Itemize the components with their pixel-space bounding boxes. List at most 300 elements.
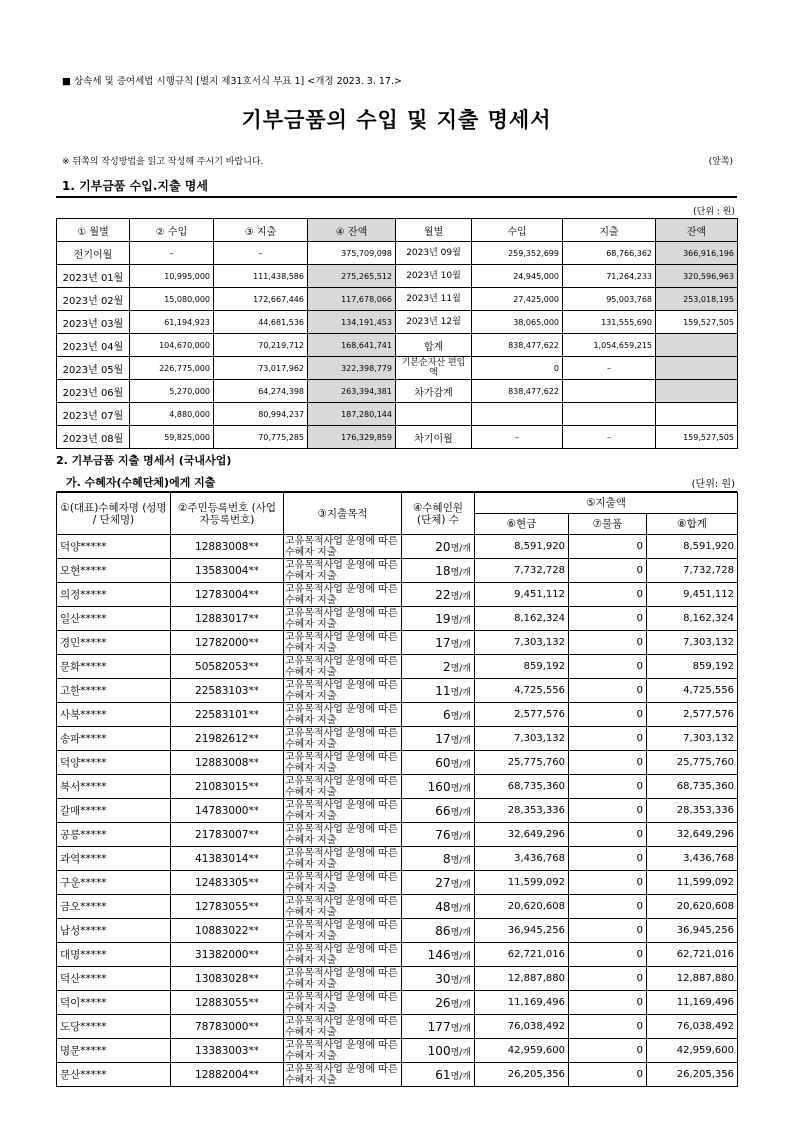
table-row [57, 1015, 738, 1039]
header-goods: ⑦물품 [569, 514, 647, 535]
count-value: 66 [435, 803, 451, 818]
cash-cell: 32,649,296 [475, 823, 569, 847]
column-header: 월별 [396, 219, 472, 242]
expense-cell: – [214, 242, 308, 265]
table-row [57, 823, 738, 847]
month-cell: 2023년 11월 [396, 288, 472, 311]
count-cell [402, 1015, 475, 1039]
goods-cell: 0 [569, 559, 647, 583]
purpose-cell: 고유목적사업 운영에 따른 수혜자 지출 [284, 967, 402, 991]
purpose-cell: 고유목적사업 운영에 따른 수혜자 지출 [284, 607, 402, 631]
month-cell: 차기이월 [396, 426, 472, 449]
count-value: 177 [427, 1019, 451, 1034]
balance-cell: 187,280,144 [308, 403, 396, 426]
document-title: 기부금품의 수입 및 지출 명세서 [241, 108, 552, 132]
cash-cell: 8,162,324 [475, 607, 569, 631]
table-row [57, 559, 738, 583]
goods-cell: 0 [569, 871, 647, 895]
balance-cell: 263,394,381 [308, 380, 396, 403]
goods-cell: 0 [569, 775, 647, 799]
cash-cell: 68,735,360 [475, 775, 569, 799]
income-cell: 24,945,000 [472, 265, 563, 288]
balance-cell [656, 380, 738, 403]
registration-number-cell: 10883022** [171, 919, 284, 943]
month-cell: 2023년 06월 [57, 380, 130, 403]
count-cell [402, 823, 475, 847]
month-cell: 2023년 04월 [57, 334, 130, 357]
income-cell: 59,825,000 [130, 426, 214, 449]
count-unit: 명/개 [450, 639, 471, 650]
count-unit: 명/개 [450, 783, 471, 794]
beneficiary-name-cell: 과역***** [57, 847, 171, 871]
expense-cell: 64,274,398 [214, 380, 308, 403]
count-value: 30 [435, 971, 451, 986]
total-cell: 7,303,132 [647, 631, 738, 655]
income-cell: 10,995,000 [130, 265, 214, 288]
count-unit: 명/개 [450, 663, 471, 674]
count-cell [402, 703, 475, 727]
balance-cell: 253,018,195 [656, 288, 738, 311]
balance-cell: 375,709,098 [308, 242, 396, 265]
total-cell: 42,959,600 [647, 1039, 738, 1063]
count-unit: 명/개 [450, 807, 471, 818]
income-cell: 38,065,000 [472, 311, 563, 334]
registration-number-cell: 12783055** [171, 895, 284, 919]
registration-number-cell: 12782000** [171, 631, 284, 655]
count-value: 60 [435, 755, 451, 770]
total-cell: 62,721,016 [647, 943, 738, 967]
registration-number-cell: 41383014** [171, 847, 284, 871]
count-cell [402, 583, 475, 607]
total-cell: 36,945,256 [647, 919, 738, 943]
goods-cell: 0 [569, 1039, 647, 1063]
count-cell [402, 727, 475, 751]
count-unit: 명/개 [450, 711, 471, 722]
total-cell: 8,591,920 [647, 535, 738, 559]
purpose-cell: 고유목적사업 운영에 따른 수혜자 지출 [284, 919, 402, 943]
total-cell: 25,775,760 [647, 751, 738, 775]
registration-number-cell: 50582053** [171, 655, 284, 679]
registration-number-cell: 31382000** [171, 943, 284, 967]
table-row [57, 919, 738, 943]
section2-subtitle: 가. 수혜자(수혜단체)에게 지출 [66, 476, 216, 489]
month-cell: 2023년 02월 [57, 288, 130, 311]
count-unit: 명/개 [450, 543, 471, 554]
goods-cell: 0 [569, 655, 647, 679]
count-cell [402, 871, 475, 895]
count-unit: 명/개 [450, 903, 471, 914]
expense-cell: 1,054,659,215 [563, 334, 656, 357]
month-cell: 2023년 10월 [396, 265, 472, 288]
count-unit: 명/개 [450, 735, 471, 746]
purpose-cell: 고유목적사업 운영에 따른 수혜자 지출 [284, 583, 402, 607]
count-cell [402, 535, 475, 559]
registration-number-cell: 12882004** [171, 1063, 284, 1087]
column-header: 지출 [563, 219, 656, 242]
purpose-cell: 고유목적사업 운영에 따른 수혜자 지출 [284, 727, 402, 751]
count-unit: 명/개 [450, 759, 471, 770]
balance-cell: 275,265,512 [308, 265, 396, 288]
goods-cell: 0 [569, 751, 647, 775]
table-header-row [57, 493, 738, 514]
count-cell [402, 679, 475, 703]
purpose-cell: 고유목적사업 운영에 따른 수혜자 지출 [284, 775, 402, 799]
cash-cell: 8,591,920 [475, 535, 569, 559]
purpose-cell: 고유목적사업 운영에 따른 수혜자 지출 [284, 703, 402, 727]
beneficiary-name-cell: 경민***** [57, 631, 171, 655]
income-cell: 104,670,000 [130, 334, 214, 357]
table-row [57, 727, 738, 751]
purpose-cell: 고유목적사업 운영에 따른 수혜자 지출 [284, 871, 402, 895]
month-cell [396, 403, 472, 426]
purpose-cell: 고유목적사업 운영에 따른 수혜자 지출 [284, 895, 402, 919]
balance-cell: 117,678,066 [308, 288, 396, 311]
expense-cell: 70,219,712 [214, 334, 308, 357]
count-unit: 명/개 [450, 999, 471, 1010]
income-cell: 4,880,000 [130, 403, 214, 426]
table-row [57, 1039, 738, 1063]
count-cell [402, 799, 475, 823]
beneficiary-name-cell: 북서***** [57, 775, 171, 799]
goods-cell: 0 [569, 847, 647, 871]
beneficiary-name-cell: 명문***** [57, 1039, 171, 1063]
beneficiary-name-cell: 남성***** [57, 919, 171, 943]
income-cell: – [472, 426, 563, 449]
balance-cell [656, 334, 738, 357]
beneficiary-name-cell: 도당***** [57, 1015, 171, 1039]
goods-cell: 0 [569, 703, 647, 727]
expense-cell [563, 380, 656, 403]
cash-cell: 3,436,768 [475, 847, 569, 871]
count-cell [402, 655, 475, 679]
beneficiary-name-cell: 금오***** [57, 895, 171, 919]
count-cell [402, 1039, 475, 1063]
month-cell: 차가감계 [396, 380, 472, 403]
cash-cell: 859,192 [475, 655, 569, 679]
count-unit: 명/개 [450, 687, 471, 698]
registration-number-cell: 13383003** [171, 1039, 284, 1063]
header-total: ⑧합계 [647, 514, 738, 535]
goods-cell: 0 [569, 1015, 647, 1039]
instruction-note: ※ 뒤쪽의 작성방법을 읽고 작성해 주시기 바랍니다. [62, 157, 264, 167]
count-unit: 명/개 [450, 951, 471, 962]
beneficiary-name-cell: 문화***** [57, 655, 171, 679]
count-unit: 명/개 [450, 1023, 471, 1034]
registration-number-cell: 12783004** [171, 583, 284, 607]
cash-cell: 25,775,760 [475, 751, 569, 775]
count-value: 26 [435, 995, 451, 1010]
balance-cell: 322,398,779 [308, 357, 396, 380]
beneficiary-name-cell: 고한***** [57, 679, 171, 703]
beneficiary-name-cell: 덕양***** [57, 535, 171, 559]
count-unit: 명/개 [450, 1071, 471, 1082]
total-cell: 20,620,608 [647, 895, 738, 919]
purpose-cell: 고유목적사업 운영에 따른 수혜자 지출 [284, 1063, 402, 1087]
table-row [57, 334, 738, 357]
table-row [57, 895, 738, 919]
count-unit: 명/개 [450, 831, 471, 842]
expense-cell: 172,667,446 [214, 288, 308, 311]
month-cell: 2023년 08월 [57, 426, 130, 449]
expense-cell: 95,003,768 [563, 288, 656, 311]
count-value: 20 [435, 539, 451, 554]
column-header: ③ 지출 [214, 219, 308, 242]
total-cell: 8,162,324 [647, 607, 738, 631]
table-row [57, 426, 738, 449]
table-row [57, 655, 738, 679]
count-cell [402, 775, 475, 799]
income-cell: 838,477,622 [472, 380, 563, 403]
month-cell: 2023년 07월 [57, 403, 130, 426]
goods-cell: 0 [569, 967, 647, 991]
month-cell: 합계 [396, 334, 472, 357]
cash-cell: 4,725,556 [475, 679, 569, 703]
income-cell: 5,270,000 [130, 380, 214, 403]
expense-cell: 111,438,586 [214, 265, 308, 288]
cash-cell: 7,303,132 [475, 631, 569, 655]
total-cell: 3,436,768 [647, 847, 738, 871]
header-amount: ⑤지출액 [475, 493, 738, 514]
table-row [57, 311, 738, 334]
purpose-cell: 고유목적사업 운영에 따른 수혜자 지출 [284, 679, 402, 703]
cash-cell: 42,959,600 [475, 1039, 569, 1063]
expense-cell: 73,017,962 [214, 357, 308, 380]
beneficiary-name-cell: 공릉***** [57, 823, 171, 847]
expense-cell: 71,264,233 [563, 265, 656, 288]
section1-unit: (단위 : 원) [693, 207, 735, 217]
purpose-cell: 고유목적사업 운영에 따른 수혜자 지출 [284, 1015, 402, 1039]
count-cell [402, 607, 475, 631]
table-row [57, 703, 738, 727]
total-cell: 76,038,492 [647, 1015, 738, 1039]
cash-cell: 28,353,336 [475, 799, 569, 823]
count-value: 8 [442, 851, 451, 866]
purpose-cell: 고유목적사업 운영에 따른 수혜자 지출 [284, 823, 402, 847]
beneficiary-name-cell: 구운***** [57, 871, 171, 895]
table-row [57, 631, 738, 655]
goods-cell: 0 [569, 1063, 647, 1087]
total-cell: 2,577,576 [647, 703, 738, 727]
total-cell: 11,599,092 [647, 871, 738, 895]
table-row [57, 242, 738, 265]
section1-divider [56, 196, 737, 198]
cash-cell: 9,451,112 [475, 583, 569, 607]
registration-number-cell: 13583004** [171, 559, 284, 583]
expense-cell: 70,775,285 [214, 426, 308, 449]
count-cell [402, 751, 475, 775]
column-header: ④ 잔액 [308, 219, 396, 242]
count-unit: 명/개 [450, 591, 471, 602]
balance-cell [656, 357, 738, 380]
cash-cell: 11,169,496 [475, 991, 569, 1015]
table-row [57, 871, 738, 895]
total-cell: 26,205,356 [647, 1063, 738, 1087]
expense-cell: – [563, 357, 656, 380]
total-cell: 28,353,336 [647, 799, 738, 823]
table-row [57, 1063, 738, 1087]
goods-cell: 0 [569, 823, 647, 847]
count-value: 17 [435, 635, 451, 650]
column-header: 수입 [472, 219, 563, 242]
registration-number-cell: 21083015** [171, 775, 284, 799]
count-cell [402, 1063, 475, 1087]
income-cell: 0 [472, 357, 563, 380]
table-row [57, 679, 738, 703]
column-header: 잔액 [656, 219, 738, 242]
count-cell [402, 559, 475, 583]
table-row [57, 751, 738, 775]
cash-cell: 26,205,356 [475, 1063, 569, 1087]
section1-title: 1. 기부금품 수입.지출 명세 [62, 179, 208, 193]
count-unit: 명/개 [450, 1047, 471, 1058]
header-purpose: ③지출목적 [284, 493, 402, 535]
expense-cell: – [563, 426, 656, 449]
table-row [57, 265, 738, 288]
count-value: 22 [435, 587, 451, 602]
expense-cell: 44,681,536 [214, 311, 308, 334]
beneficiary-name-cell: 의정***** [57, 583, 171, 607]
count-value: 19 [435, 611, 451, 626]
registration-number-cell: 22583101** [171, 703, 284, 727]
count-value: 27 [435, 875, 451, 890]
column-header: ② 수입 [130, 219, 214, 242]
beneficiary-name-cell: 일산***** [57, 607, 171, 631]
income-cell: 27,425,000 [472, 288, 563, 311]
cash-cell: 36,945,256 [475, 919, 569, 943]
count-value: 146 [427, 947, 451, 962]
purpose-cell: 고유목적사업 운영에 따른 수혜자 지출 [284, 655, 402, 679]
purpose-cell: 고유목적사업 운영에 따른 수혜자 지출 [284, 991, 402, 1015]
income-expense-table [56, 218, 738, 449]
section2-unit: (단위: 원) [691, 479, 735, 490]
month-cell: 전기이월 [57, 242, 130, 265]
purpose-cell: 고유목적사업 운영에 따른 수혜자 지출 [284, 847, 402, 871]
purpose-cell: 고유목적사업 운영에 따른 수혜자 지출 [284, 799, 402, 823]
beneficiary-name-cell: 대명***** [57, 943, 171, 967]
month-cell: 2023년 12월 [396, 311, 472, 334]
cash-cell: 62,721,016 [475, 943, 569, 967]
cash-cell: 11,599,092 [475, 871, 569, 895]
balance-cell [656, 403, 738, 426]
count-unit: 명/개 [450, 879, 471, 890]
total-cell: 7,303,132 [647, 727, 738, 751]
goods-cell: 0 [569, 607, 647, 631]
count-cell [402, 847, 475, 871]
goods-cell: 0 [569, 679, 647, 703]
count-unit: 명/개 [450, 927, 471, 938]
purpose-cell: 고유목적사업 운영에 따른 수혜자 지출 [284, 943, 402, 967]
purpose-cell: 고유목적사업 운영에 따른 수혜자 지출 [284, 535, 402, 559]
count-value: 17 [435, 731, 451, 746]
count-unit: 명/개 [450, 855, 471, 866]
header-name: ①(대표)수혜자명 (성명 / 단체명) [57, 493, 171, 535]
beneficiary-name-cell: 송파***** [57, 727, 171, 751]
total-cell: 9,451,112 [647, 583, 738, 607]
registration-number-cell: 21982612** [171, 727, 284, 751]
table-row [57, 607, 738, 631]
registration-number-cell: 78783000** [171, 1015, 284, 1039]
count-cell [402, 943, 475, 967]
table-row [57, 967, 738, 991]
purpose-cell: 고유목적사업 운영에 따른 수혜자 지출 [284, 1039, 402, 1063]
goods-cell: 0 [569, 727, 647, 751]
goods-cell: 0 [569, 583, 647, 607]
income-cell [472, 403, 563, 426]
count-value: 48 [435, 899, 451, 914]
month-cell: 2023년 01월 [57, 265, 130, 288]
legal-reference: ■ 상속세 및 증여세법 시행규칙 [별지 제31호서식 부표 1] <개정 2023. 3. 17.> [62, 76, 402, 87]
cash-cell: 2,577,576 [475, 703, 569, 727]
count-value: 61 [435, 1067, 451, 1082]
registration-number-cell: 13083028** [171, 967, 284, 991]
count-value: 2 [442, 659, 451, 674]
column-header: ① 월별 [57, 219, 130, 242]
beneficiary-expense-table [56, 492, 738, 1087]
total-cell: 32,649,296 [647, 823, 738, 847]
expense-cell: 68,766,362 [563, 242, 656, 265]
goods-cell: 0 [569, 799, 647, 823]
count-cell [402, 967, 475, 991]
count-unit: 명/개 [450, 567, 471, 578]
goods-cell: 0 [569, 535, 647, 559]
total-cell: 11,169,496 [647, 991, 738, 1015]
income-cell: 259,352,699 [472, 242, 563, 265]
balance-cell: 320,596,963 [656, 265, 738, 288]
goods-cell: 0 [569, 895, 647, 919]
table-row [57, 583, 738, 607]
cash-cell: 7,732,728 [475, 559, 569, 583]
registration-number-cell: 12883008** [171, 751, 284, 775]
beneficiary-name-cell: 덕산***** [57, 967, 171, 991]
count-value: 11 [435, 683, 451, 698]
goods-cell: 0 [569, 943, 647, 967]
cash-cell: 7,303,132 [475, 727, 569, 751]
registration-number-cell: 12883008** [171, 535, 284, 559]
income-cell: 15,080,000 [130, 288, 214, 311]
goods-cell: 0 [569, 991, 647, 1015]
balance-cell: 134,191,453 [308, 311, 396, 334]
balance-cell: 366,916,196 [656, 242, 738, 265]
registration-number-cell: 12483305** [171, 871, 284, 895]
goods-cell: 0 [569, 919, 647, 943]
income-cell: 838,477,622 [472, 334, 563, 357]
month-cell: 2023년 03월 [57, 311, 130, 334]
income-cell: – [130, 242, 214, 265]
cash-cell: 20,620,608 [475, 895, 569, 919]
count-cell [402, 919, 475, 943]
month-cell: 기본순자산 편입액 [396, 357, 472, 380]
registration-number-cell: 12883017** [171, 607, 284, 631]
beneficiary-name-cell: 모현***** [57, 559, 171, 583]
count-cell [402, 991, 475, 1015]
count-value: 6 [442, 707, 451, 722]
count-value: 18 [435, 563, 451, 578]
header-cash: ⑥현금 [475, 514, 569, 535]
month-cell: 2023년 05월 [57, 357, 130, 380]
table-row [57, 380, 738, 403]
month-cell: 2023년 09월 [396, 242, 472, 265]
table-row [57, 403, 738, 426]
page-side-label: (앞쪽) [708, 157, 733, 167]
total-cell: 12,887,880 [647, 967, 738, 991]
header-count: ④수혜인원 (단체) 수 [402, 493, 475, 535]
total-cell: 7,732,728 [647, 559, 738, 583]
count-unit: 명/개 [450, 975, 471, 986]
count-value: 160 [427, 779, 451, 794]
balance-cell: 176,329,859 [308, 426, 396, 449]
purpose-cell: 고유목적사업 운영에 따른 수혜자 지출 [284, 559, 402, 583]
purpose-cell: 고유목적사업 운영에 따른 수혜자 지출 [284, 751, 402, 775]
